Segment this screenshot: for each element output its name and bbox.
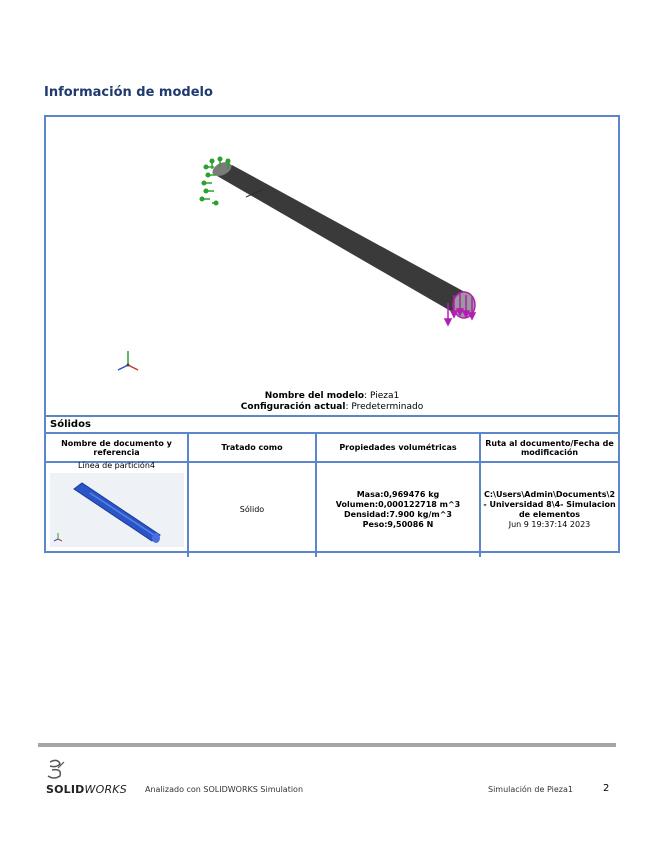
model-view [46,117,618,417]
model-name-line: Nombre del modelo: Pieza1 [264,391,400,401]
footer-divider [38,743,616,747]
part-thumbnail [50,473,184,547]
table-row [46,462,618,557]
column-header: Nombre de documento y referencia [46,434,188,462]
page-number: 2 [603,783,610,794]
solidworks-logo [46,783,127,796]
axis-triad-icon [118,351,138,370]
brand-strong: SOLID [46,783,85,796]
model-name-value: Pieza1 [370,391,400,401]
analyzed-with: Analizado con SOLIDWORKS Simulation [145,785,304,794]
path-cell [480,462,618,557]
mass-value: Masa:0,969476 kg [356,490,440,499]
model-info-frame [44,115,620,553]
simulation-name: Simulación de Pieza1 [488,785,573,794]
doc-name: Línea de partición4 [78,461,155,470]
treated-as-cell: Sólido [188,462,316,557]
section-title: Información de modelo [44,85,213,100]
brand-light: WORKS [84,783,127,796]
model-name-label: Nombre del modelo [264,391,365,401]
ds-logo-icon [46,758,68,782]
doc-path: C:\Users\Admin\Documents\2- Universidad 8\4- Simulacion de elementos [483,490,616,519]
model-config-label: Configuración actual [240,402,346,412]
column-header: Propiedades volumétricas [316,434,480,462]
solids-table [46,434,618,557]
density-value: Densidad:7.900 kg/m^3 [344,510,452,519]
volume-value: Volumen:0,000122718 m^3 [335,500,461,509]
column-header: Tratado como [188,434,316,462]
table-header-row [46,434,618,462]
cylinder-part [210,159,475,318]
mod-date: Jun 9 19:37:14 2023 [508,520,591,529]
weight-value: Peso:9,50086 N [362,520,434,529]
doc-cell [46,462,188,557]
model-config-line: Configuración actual: Predeterminado [240,402,424,412]
volumetric-props-cell [316,462,480,557]
model-config-value: Predeterminado [351,402,424,412]
model-render [46,117,618,415]
solids-header: Sólidos [46,417,618,434]
column-header: Ruta al documento/Fecha de modificación [480,434,618,462]
